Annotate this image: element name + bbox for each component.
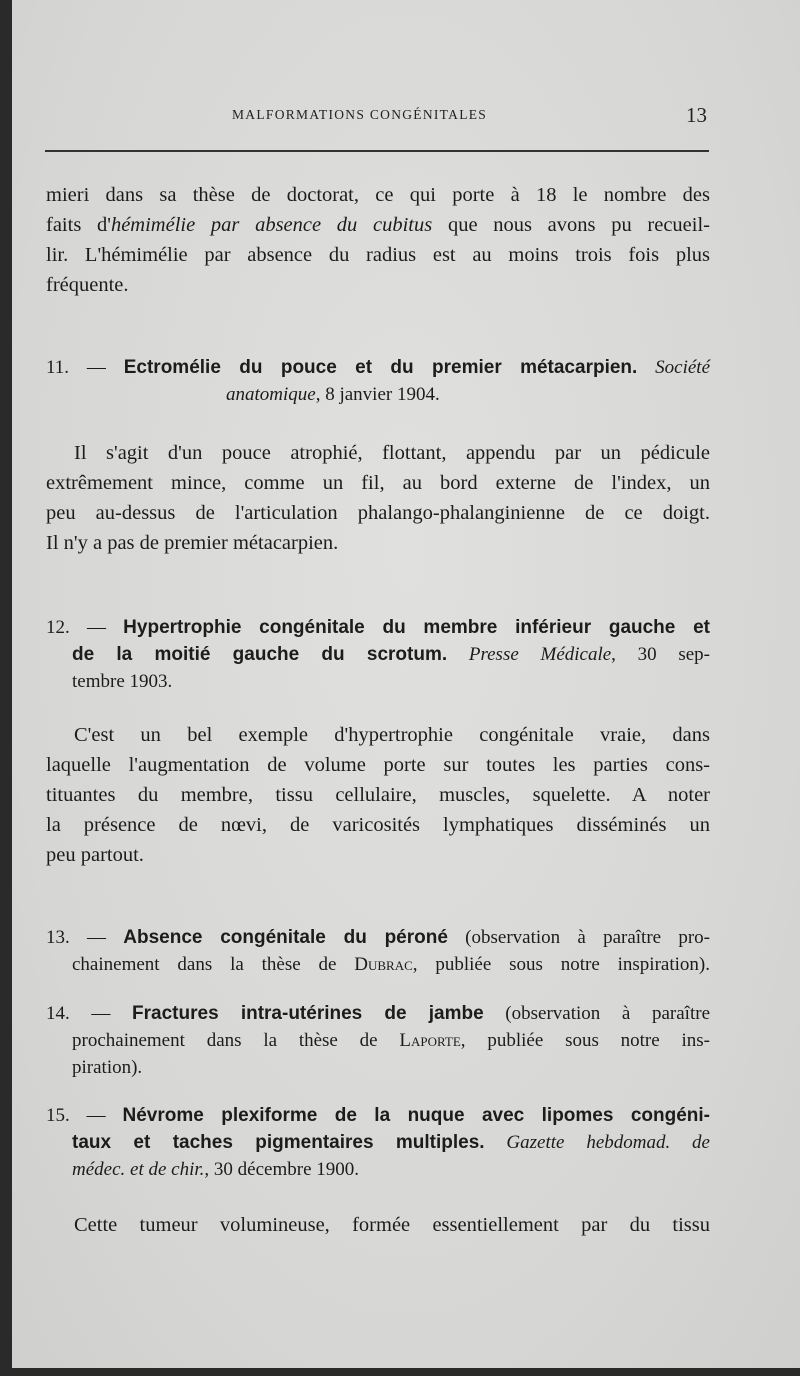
entry-source: Presse Médicale [447,644,612,665]
body-line: tituantes du membre, tissu cellulaire, muscles, squelette. A noter [46,784,710,806]
intro-line-4: fréquente. [46,274,129,296]
entry-date: , 30 décembre 1900. [204,1159,360,1180]
entry-14-note-line [46,1027,710,1054]
body-line: la présence de nœvi, de varicosités lymphatiques disséminés un [46,814,710,836]
body-line: Il s'agit d'un pouce atrophié, flottant, appendu par un pédicule [74,442,710,464]
entry-author: Dubrac [354,954,413,975]
entry-number: 15. — [46,1105,123,1126]
entry-14-heading [46,1000,710,1027]
intro-text: faits d' [46,214,111,236]
intro-paragraph [46,180,710,300]
body-line: peu au-dessus de l'articulation phalango-phalanginienne de ce doigt. [46,502,710,524]
entry-title: Névrome plexiforme de la nuque avec lipomes congéni- [122,1105,711,1126]
intro-line-1: mieri dans sa thèse de doctorat, ce qui porte à 18 le nombre des [46,184,710,206]
header-rule [45,150,709,152]
entry-note: , publiée sous notre inspiration). [412,954,710,975]
entry-14 [46,1000,710,1081]
entry-15-heading [46,1102,710,1129]
entry-11 [46,354,710,408]
entry-source: anatomique [226,384,316,405]
intro-line-3: lir. L'hémimélie par absence du radius est au moins trois fois plus [46,244,710,266]
entry-note: (observation à paraître [483,1003,711,1024]
entry-date: , 8 janvier 1904. [315,384,440,405]
entry-source: médec. et de chir. [72,1159,205,1180]
intro-line-2 [46,210,710,240]
entry-title: Hypertrophie congénitale du membre inférieur gauche et [123,617,710,638]
entry-11-heading [46,354,710,381]
entry-12-heading [46,614,710,641]
entry-15-heading-2 [46,1129,710,1156]
entry-author: Laporte [399,1030,461,1051]
entry-number: 11. — [46,357,124,378]
entry-11-source-line [46,381,710,408]
body-line: peu partout. [46,844,144,866]
entry-12-date-line: tembre 1903. [72,671,173,692]
entry-15 [46,1102,710,1183]
entry-note: (observation à paraître pro- [447,927,710,948]
entry-13-heading [46,924,710,951]
intro-text: que nous avons pu recueil- [432,214,710,236]
page-number: 13 [686,103,707,127]
entry-12-body [46,720,710,870]
entry-13 [46,924,710,978]
entry-12-heading-2 [46,641,710,668]
entry-title: Fractures intra-utérines de jambe [132,1003,484,1024]
entry-11-body [46,438,710,558]
entry-number: 14. — [46,1003,133,1024]
entry-title: Ectromélie du pouce et du premier métacarpien. [123,357,638,378]
entry-14-note-end: piration). [72,1057,143,1078]
running-title: MALFORMATIONS CONGÉNITALES [232,107,488,122]
entry-title: de la moitié gauche du scrotum. [72,644,448,665]
entry-source: Société [637,357,711,378]
page-header [52,103,707,133]
entry-13-note-line [46,951,710,978]
intro-italic-term: hémimélie par absence du cubitus [110,214,433,236]
book-page [12,0,800,1368]
entry-title: taux et taches pigmentaires multiples. [72,1132,485,1153]
entry-number: 12. — [46,617,124,638]
entry-number: 13. — [46,927,124,948]
body-line: extrêmement mince, comme un fil, au bord externe de l'index, un [46,472,710,494]
entry-title: Absence congénitale du péroné [123,927,448,948]
entry-note: prochainement dans la thèse de [72,1030,400,1051]
entry-note: , publiée sous notre ins- [460,1030,710,1051]
entry-note: chainement dans la thèse de [72,954,355,975]
body-line: Cette tumeur volumineuse, formée essentiellement par du tissu [74,1214,710,1236]
entry-12 [46,614,710,695]
body-line: C'est un bel exemple d'hypertrophie congénitale vraie, dans [74,724,710,746]
entry-15-body [46,1210,710,1240]
body-line: Il n'y a pas de premier métacarpien. [46,532,339,554]
entry-date: , 30 sep- [611,644,710,665]
entry-15-source-line [46,1156,710,1183]
entry-source: Gazette hebdomad. de [484,1132,710,1153]
body-line: laquelle l'augmentation de volume porte sur toutes les parties cons- [46,754,710,776]
